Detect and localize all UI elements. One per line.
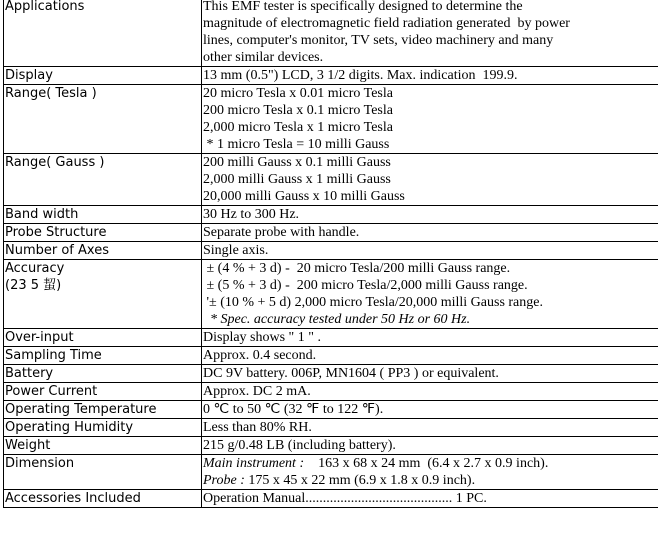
spec-value-line: This EMF tester is specifically designed to determine the — [203, 0, 523, 14]
spec-label-cell — [4, 0, 202, 67]
spec-label-cell — [4, 154, 202, 206]
spec-value-line: Operation Manual.......................................... 1 PC. — [203, 491, 487, 506]
spec-value-line: Single axis. — [203, 243, 269, 258]
spec-label: Operating Temperature — [5, 402, 157, 417]
spec-label: Display — [5, 68, 53, 83]
spec-value-line: Less than 80% RH. — [203, 420, 312, 435]
table-row — [4, 347, 658, 365]
spec-label-cell — [4, 383, 202, 401]
spec-value-cell — [202, 0, 658, 67]
spec-label: Sampling Time — [5, 348, 102, 363]
spec-label: Accessories Included — [5, 491, 141, 506]
spec-label: Over-input — [5, 330, 74, 345]
spec-label-cell — [4, 85, 202, 154]
spec-label: Number of Axes — [5, 243, 109, 258]
spec-value-cell — [202, 490, 658, 508]
spec-label: Operating Humidity — [5, 420, 134, 435]
table-row — [4, 437, 658, 455]
table-row — [4, 154, 658, 206]
spec-label-cell — [4, 455, 202, 490]
spec-value-line: ± (5 % + 3 d) - 200 micro Tesla/2,000 milli Gauss range. — [203, 278, 528, 293]
table-row — [4, 67, 658, 85]
spec-label: Applications — [5, 0, 85, 14]
spec-value-line: ± (4 % + 3 d) - 20 micro Tesla/200 milli Gauss range. — [203, 261, 511, 276]
spec-value-cell — [202, 383, 658, 401]
table-row — [4, 329, 658, 347]
spec-value-line: Approx. DC 2 mA. — [203, 384, 311, 399]
spec-label-cell — [4, 490, 202, 508]
table-row — [4, 0, 658, 67]
spec-value-line — [203, 455, 657, 472]
spec-value-line: * 1 micro Tesla = 10 milli Gauss — [203, 137, 390, 152]
spec-value-prefix: Main instrument : — [203, 456, 305, 471]
spec-label-cell — [4, 242, 202, 260]
spec-value-cell — [202, 154, 658, 206]
table-row — [4, 490, 658, 508]
table-row — [4, 419, 658, 437]
spec-label: Weight — [5, 438, 51, 453]
spec-label-cell — [4, 206, 202, 224]
spec-label-cell — [4, 224, 202, 242]
spec-value-line: Separate probe with handle. — [203, 225, 360, 240]
specification-table-body — [4, 0, 658, 508]
spec-label: Probe Structure — [5, 225, 107, 240]
spec-value-line: 0 ℃ to 50 ℃ (32 ℉ to 122 ℉). — [203, 402, 384, 417]
spec-label-cell — [4, 260, 202, 329]
spec-value-line: lines, computer's monitor, TV sets, video machinery and many — [203, 33, 554, 48]
specification-table — [3, 0, 658, 508]
spec-value-line: 20,000 milli Gauss x 10 milli Gauss — [203, 189, 405, 204]
spec-value-line: * Spec. accuracy tested under 50 Hz or 60 Hz. — [203, 312, 471, 327]
spec-value-line: 2,000 milli Gauss x 1 milli Gauss — [203, 172, 391, 187]
spec-value-cell — [202, 206, 658, 224]
spec-value-line: other similar devices. — [203, 50, 324, 65]
table-row — [4, 85, 658, 154]
spec-value-cell — [202, 347, 658, 365]
spec-value-line: 13 mm (0.5") LCD, 3 1/2 digits. Max. indication 199.9. — [203, 68, 518, 83]
spec-label: Range( Tesla ) — [5, 86, 97, 101]
table-row — [4, 242, 658, 260]
spec-value-line — [203, 472, 657, 489]
spec-value-line: '± (10 % + 5 d) 2,000 micro Tesla/20,000 milli Gauss range. — [203, 295, 543, 310]
spec-value-line: magnitude of electromagnetic field radiation generated by power — [203, 16, 570, 31]
table-row — [4, 455, 658, 490]
spec-label-cell — [4, 347, 202, 365]
spec-value-line: 20 micro Tesla x 0.01 micro Tesla — [203, 86, 393, 101]
spec-label-cell — [4, 401, 202, 419]
table-row — [4, 206, 658, 224]
spec-label: Accuracy — [5, 261, 65, 276]
spec-value-cell — [202, 329, 658, 347]
spec-value-line: Approx. 0.4 second. — [203, 348, 317, 363]
spec-label: Battery — [5, 366, 54, 381]
table-row — [4, 401, 658, 419]
spec-value-cell — [202, 67, 658, 85]
spec-value-cell — [202, 365, 658, 383]
spec-label: Dimension — [5, 456, 75, 471]
spec-label-cell — [4, 67, 202, 85]
spec-value-cell — [202, 401, 658, 419]
spec-label: Range( Gauss ) — [5, 155, 105, 170]
table-row — [4, 383, 658, 401]
table-row — [4, 224, 658, 242]
spec-label: Power Current — [5, 384, 98, 399]
spec-label-cell — [4, 365, 202, 383]
spec-value-line: 200 micro Tesla x 0.1 micro Tesla — [203, 103, 393, 118]
spec-value-cell — [202, 419, 658, 437]
spec-value-cell — [202, 85, 658, 154]
spec-value-cell — [202, 224, 658, 242]
spec-value-line: DC 9V battery. 006P, MN1604 ( PP3 ) or equivalent. — [203, 366, 499, 381]
spec-value-text: 175 x 45 x 22 mm (6.9 x 1.8 x 0.9 inch). — [244, 473, 476, 488]
spec-label: Band width — [5, 207, 79, 222]
spec-value-text: 163 x 68 x 24 mm (6.4 x 2.7 x 0.9 inch). — [304, 456, 549, 471]
table-row — [4, 365, 658, 383]
spec-value-line: 2,000 micro Tesla x 1 micro Tesla — [203, 120, 393, 135]
spec-value-cell — [202, 260, 658, 329]
spec-value-line: 200 milli Gauss x 0.1 milli Gauss — [203, 155, 391, 170]
spec-label-cell — [4, 419, 202, 437]
spec-value-line: 30 Hz to 300 Hz. — [203, 207, 300, 222]
spec-value-prefix: Probe : — [203, 473, 245, 488]
spec-value-cell — [202, 242, 658, 260]
spec-label-cell — [4, 329, 202, 347]
spec-value-line: 215 g/0.48 LB (including battery). — [203, 438, 396, 453]
spec-value-cell — [202, 437, 658, 455]
spec-label-note: (23 5 蛪) — [5, 278, 62, 293]
spec-value-line: Display shows " 1 " . — [203, 330, 321, 345]
spec-value-cell — [202, 455, 658, 490]
table-row — [4, 260, 658, 329]
spec-label-cell — [4, 437, 202, 455]
